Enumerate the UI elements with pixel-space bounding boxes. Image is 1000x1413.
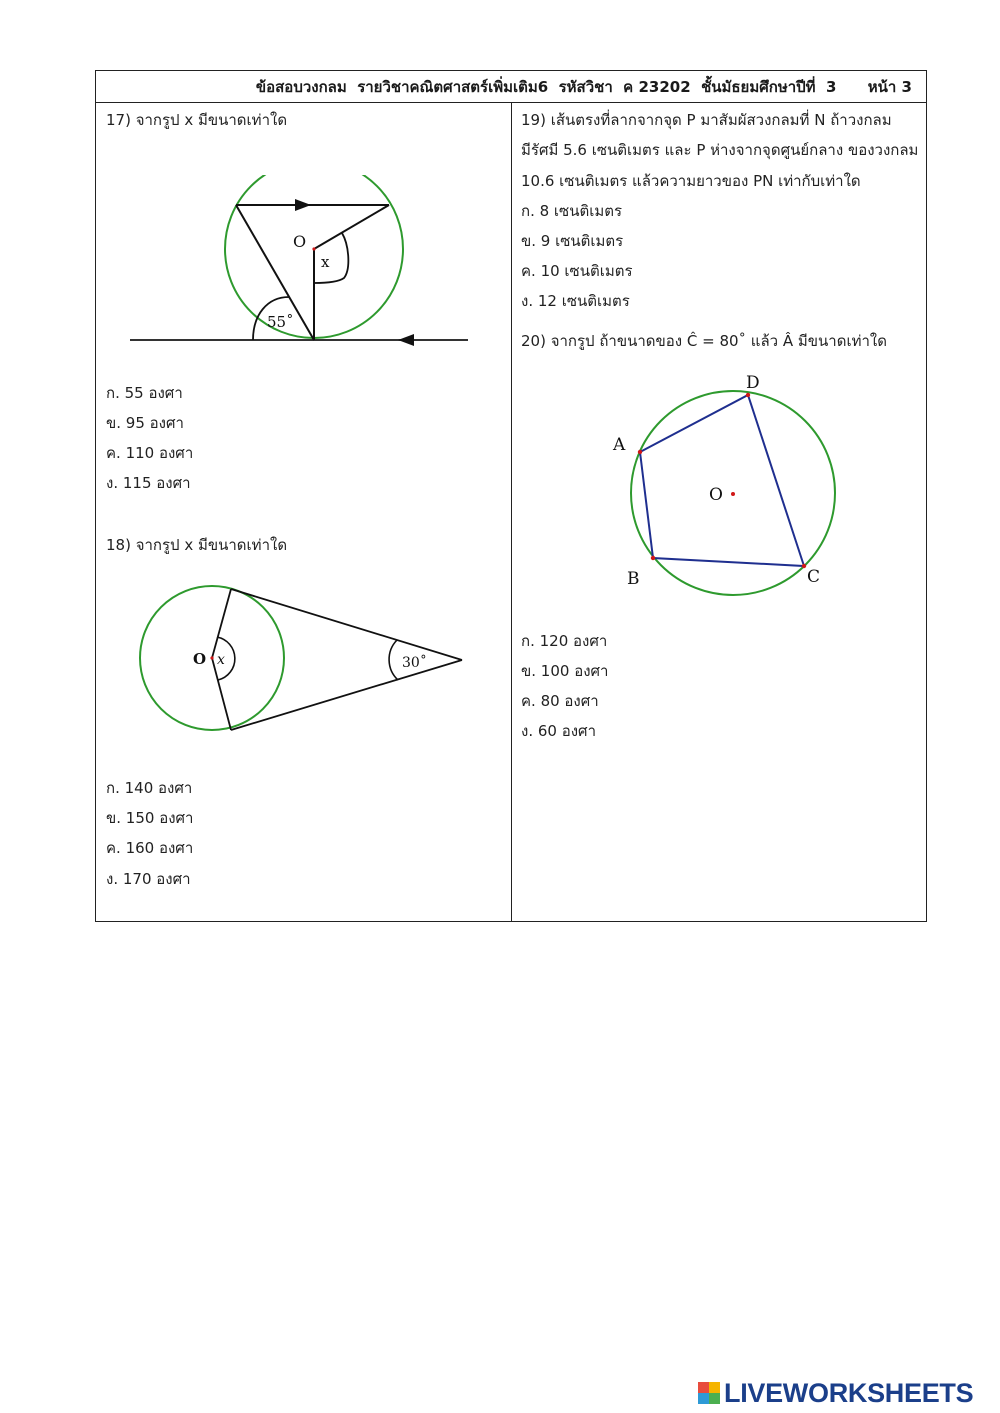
column-divider [511,103,512,921]
q17-figure [125,175,475,350]
q20-option-3: ค. 80 องศา [521,692,599,710]
q17-option-3: ค. 110 องศา [106,444,194,462]
q20-label-a: A [613,435,626,455]
q18-tangent-upper [231,589,462,660]
q18-figure [135,582,470,737]
q17-center-label: O [293,232,307,251]
logo-text: LIVEWORKSHEETS [724,1378,974,1408]
q17-center-dot [312,247,315,250]
q20-label-c: C [807,567,821,587]
q18-option-4: ง. 170 องศา [106,870,191,888]
logo-mark-icon [698,1382,720,1404]
q18-center-label: O [193,650,207,668]
q18-tangent-lower [231,660,462,730]
q17-angle-label-55: 55˚ [267,313,294,331]
q18-radius-upper [212,589,231,658]
q17-option-4: ง. 115 องศา [106,474,191,492]
q18-angle-label-x: x [217,652,225,668]
q20-prompt: 20) จากรูป ถ้าขนาดของ Ĉ = 80˚ แล้ว Â มีขนาดเท่าใด [521,332,887,350]
q19-prompt-line-1: 19) เส้นตรงที่ลากจากจุด P มาสัมผัสวงกลมที่ N ถ้าวงกลม [521,111,892,129]
q17-radius-upper [314,205,389,249]
q17-arrow-tangent [398,334,414,346]
q20-option-4: ง. 60 องศา [521,722,596,740]
q18-option-3: ค. 160 องศา [106,839,194,857]
q18-option-1: ก. 140 องศา [106,779,193,797]
q20-label-b: B [627,569,640,589]
q18-angle-arc-30 [389,640,398,680]
liveworksheets-logo[interactable] [698,1378,993,1408]
q17-option-1: ก. 55 องศา [106,384,183,402]
exam-header: ข้อสอบวงกลม รายวิชาคณิตศาสตร์เพิ่มเติม6 รหัสวิชา ค 23202 ชั้นมัธยมศึกษาปีที่ 3 หน้า 3 [96,71,926,103]
q19-prompt-line-2: มีรัศมี 5.6 เซนติเมตร และ P ห่างจากจุดศูนย์กลาง ของวงกลม [521,141,919,159]
q18-center-dot [210,656,213,659]
q20-vertex-d [746,393,750,397]
q20-center-dot [731,492,735,496]
q19-option-2: ข. 9 เซนติเมตร [521,232,624,250]
q17-prompt: 17) จากรูป x มีขนาดเท่าใด [106,111,288,129]
q20-vertex-c [802,564,806,568]
q17-arrow-chord [295,199,311,211]
q20-option-1: ก. 120 องศา [521,632,608,650]
q20-vertex-b [651,556,655,560]
q19-option-3: ค. 10 เซนติเมตร [521,262,633,280]
q20-label-o: O [709,485,723,505]
q20-label-d: D [746,373,760,393]
q19-option-4: ง. 12 เซนติเมตร [521,292,630,310]
q18-angle-label-30: 30˚ [402,655,427,671]
q19-option-1: ก. 8 เซนติเมตร [521,202,623,220]
q18-prompt: 18) จากรูป x มีขนาดเท่าใด [106,536,288,554]
q17-angle-label-x: x [321,253,330,271]
q17-angle-arc-x [314,233,348,283]
q18-radius-lower [212,658,231,730]
q19-prompt-line-3: 10.6 เซนติเมตร แล้วความยาวของ PN เท่ากับเท่าใด [521,172,861,190]
q18-option-2: ข. 150 องศา [106,809,194,827]
q20-option-2: ข. 100 องศา [521,662,609,680]
q20-vertex-a [638,450,642,454]
q17-option-2: ข. 95 องศา [106,414,184,432]
q20-quadrilateral [640,395,804,566]
q20-figure [605,368,850,600]
